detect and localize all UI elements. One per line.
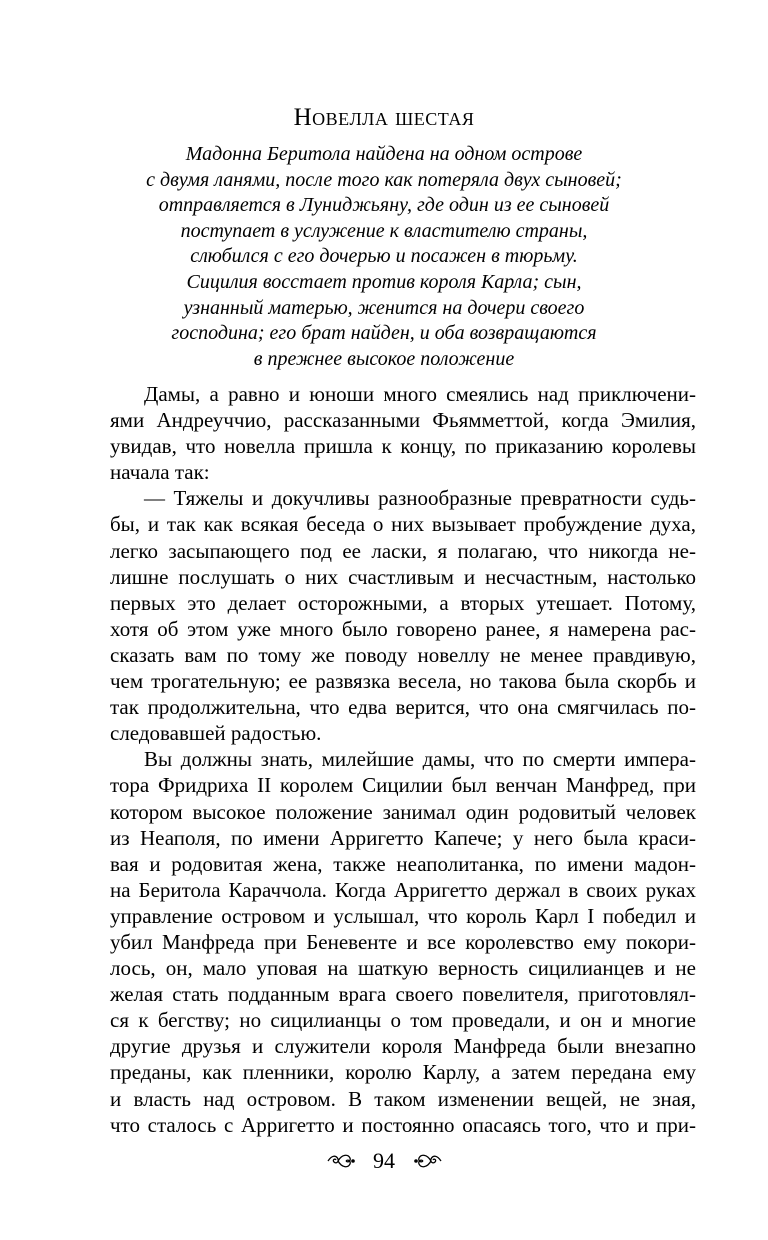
summary-line: узнанный матерью, женится на дочери своего: [183, 296, 585, 319]
chapter-summary: [110, 142, 658, 372]
text-line: следовавшей радостью.: [110, 721, 322, 746]
text-line: лишне послушать о них счастливым и несчастным, настолько: [110, 564, 696, 589]
summary-line: слюбился с его дочерью и посажен в тюрьму.: [190, 245, 578, 268]
text-line: другие друзья и служители короля Манфреда были внезапно: [110, 1034, 696, 1059]
paragraph: [110, 746, 696, 1137]
summary-line: отправляется в Луниджьяну, где один из ее сыновей: [158, 194, 610, 217]
paragraph: [110, 381, 696, 485]
text-line: и власть над островом. В таком изменении вещей, не зная,: [110, 1086, 696, 1111]
summary-line: господина; его брат найден, и оба возвращаются: [171, 322, 597, 345]
summary-line: с двумя ланями, после того как потеряла двух сыновей;: [146, 168, 622, 191]
ornament-icon: [413, 1151, 443, 1171]
text-line: ся к бегству; но сицилианцы о том проведали, и он и многие: [110, 1008, 696, 1033]
text-line: на Беритола Караччола. Когда Арригетто держал в своих руках: [110, 877, 696, 902]
page-number: 94: [373, 1147, 395, 1173]
chapter-title: Новелла шестая: [293, 104, 475, 131]
summary-line: в прежнее высокое положение: [253, 347, 515, 370]
text-line: так продолжительна, что едва верится, что она смягчилась по-: [110, 695, 696, 720]
summary-line: Мадонна Беритола найдена на одном острове: [185, 143, 583, 165]
text-line: — Тяжелы и докучливы разнообразные превратности судь-: [144, 486, 696, 511]
text-line: хотя об этом уже много было говорено ранее, я намерена рас-: [110, 616, 696, 641]
text-line: желая стать подданным врага своего повелителя, приготовлял-: [110, 982, 696, 1007]
paragraph: [110, 485, 696, 746]
text-line: сказать вам по тому же поводу новеллу не менее правдивую,: [110, 642, 696, 667]
text-line: котором высокое положение занимал один родовитый человек: [110, 799, 696, 824]
page-footer: [0, 1146, 768, 1174]
text-line: легко засыпающего под ее ласки, я полагаю, что никогда не-: [110, 538, 696, 563]
text-line: начала так:: [110, 460, 210, 485]
text-line: бы, и так как всякая беседа о них вызывает пробуждение духа,: [110, 512, 696, 537]
text-line: управление островом и услышал, что король Карл I победил и: [110, 903, 696, 928]
text-line: из Неаполя, по имени Арригетто Капече; у него была краси-: [110, 825, 696, 850]
text-line: тора Фридриха II королем Сицилии был венчан Манфред, при: [110, 773, 696, 798]
summary-line: поступает в услужение к властителю страны,: [180, 219, 588, 242]
text-line: первых это делает осторожными, а вторых утешает. Потому,: [110, 590, 696, 615]
text-line: убил Манфреда при Беневенте и все королевство ему покори-: [110, 929, 696, 954]
text-line: Дамы, а равно и юноши много смеялись над приключени-: [144, 382, 696, 406]
text-line: что сталось с Арригетто и постоянно опасаясь того, что и при-: [110, 1112, 696, 1137]
summary-line: Сицилия восстает против короля Карла; сын,: [186, 270, 582, 293]
text-line: ями Андреуччио, рассказанными Фьямметтой, когда Эмилия,: [110, 408, 696, 433]
body-text: [110, 381, 696, 1138]
text-line: преданы, как пленники, королю Карлу, а затем передана ему: [110, 1060, 696, 1085]
text-line: вая и родовитая жена, также неаполитанка, по имени мадон-: [110, 851, 696, 876]
text-line: чем трогательную; ее развязка весела, но такова была скорбь и: [110, 669, 696, 694]
ornament-icon: [326, 1151, 356, 1171]
text-line: Вы должны знать, милейшие дамы, что по смерти импера-: [144, 747, 696, 772]
text-line: лось, он, мало уповая на шаткую верность сицилианцев и не: [110, 956, 696, 981]
text-line: увидав, что новелла пришла к концу, по приказанию королевы: [110, 434, 696, 459]
